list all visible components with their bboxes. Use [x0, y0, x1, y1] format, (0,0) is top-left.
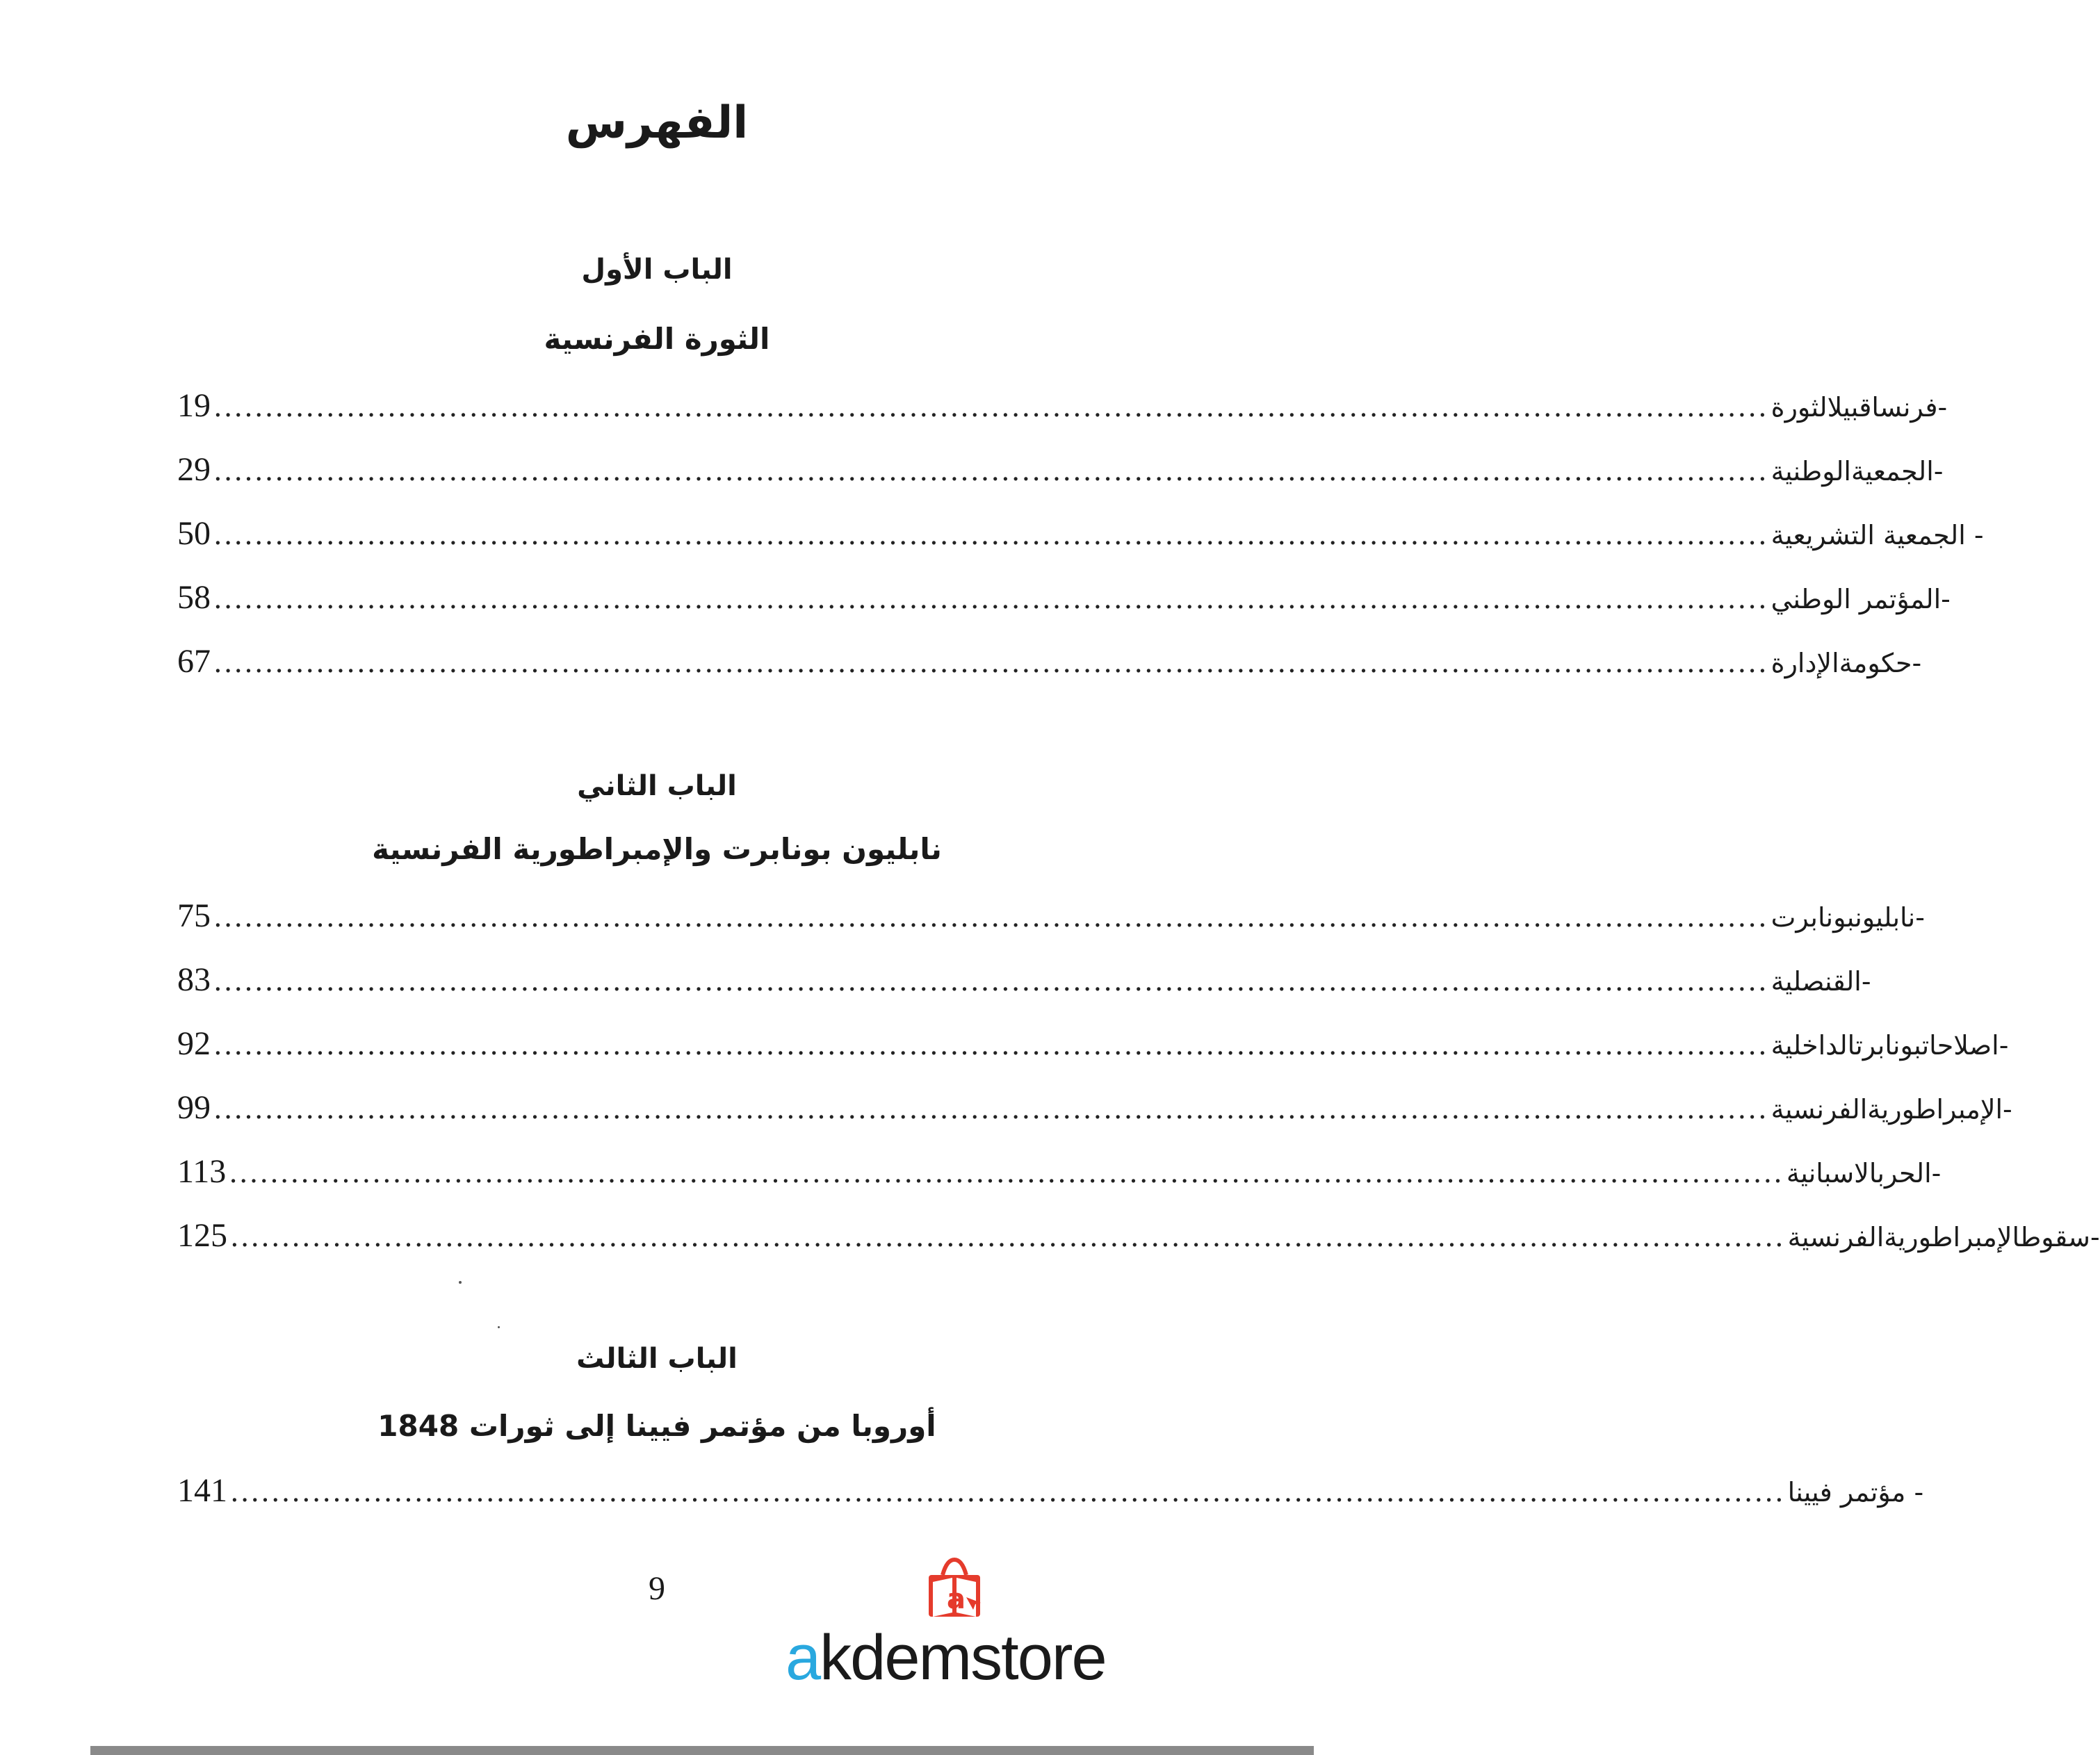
toc-entry[interactable] [177, 386, 1948, 435]
dot-leader: ........................................................................................................................................................ [230, 1476, 1785, 1508]
toc-page-number: 19 [177, 387, 211, 424]
part-2-title: نابليون بونابرت والإمبراطورية الفرنسية [372, 832, 942, 866]
toc-entry[interactable] [177, 1088, 2012, 1137]
toc-entry-title: -فرنساقبيلالثورة [1771, 392, 1948, 423]
toc-entry[interactable] [177, 1471, 1924, 1520]
dot-leader: ........................................................................................................................................................ [213, 1093, 1768, 1125]
svg-text:a: a [947, 1583, 966, 1615]
toc-entry[interactable] [177, 961, 1871, 1009]
toc-page-number: 113 [177, 1153, 227, 1190]
book-a-logo-icon [929, 1560, 981, 1617]
dot-leader: ........................................................................................................................................................ [213, 901, 1768, 933]
toc-entry-title: -سقوطالإمبراطوريةالفرنسية [1787, 1222, 2100, 1252]
toc-entry[interactable] [177, 1152, 1942, 1201]
toc-entry[interactable] [177, 578, 1951, 627]
toc-page-number: 58 [177, 579, 211, 616]
dot-leader: ........................................................................................................................................................ [213, 965, 1768, 997]
dot-leader: ........................................................................................................................................................ [213, 455, 1768, 487]
scan-speck [459, 1281, 462, 1284]
page-title: الفهرس [565, 97, 749, 149]
akdemstore-wordmark: akdemstore [786, 1622, 1106, 1693]
toc-page-number: 83 [177, 961, 211, 998]
toc-entry-title: -اصلاحاتبونابرتالداخلية [1771, 1030, 2009, 1061]
scan-speck [498, 1326, 500, 1328]
toc-page-number: 92 [177, 1025, 211, 1062]
page-number: 9 [649, 1570, 665, 1607]
toc-page-number: 125 [177, 1217, 227, 1254]
dot-leader: ........................................................................................................................................................ [213, 391, 1768, 423]
toc-entry[interactable] [177, 1216, 2100, 1265]
toc-page-number: 75 [177, 897, 211, 934]
part-1-label: الباب الأول [581, 254, 733, 286]
part-3-title: أوروبا من مؤتمر فيينا إلى ثورات 1848 [377, 1409, 936, 1443]
toc-entry-title: -حكومةالإدارة [1771, 648, 1922, 678]
part-2-label: الباب الثاني [577, 770, 737, 802]
toc-page-number: 141 [177, 1472, 227, 1509]
toc-entry-title: -الجمعيةالوطنية [1771, 456, 1944, 487]
toc-entry-title: -الحربالاسبانية [1786, 1158, 1942, 1189]
toc-entry[interactable] [177, 1025, 2009, 1073]
toc-entry-title: -نابليونبونابرت [1771, 902, 1925, 933]
dot-leader: ........................................................................................................................................................ [213, 1029, 1768, 1061]
dot-leader: ........................................................................................................................................................ [230, 1221, 1785, 1253]
dot-leader: ........................................................................................................................................................ [213, 647, 1768, 679]
toc-page-number: 67 [177, 643, 211, 680]
akdemstore-logo [786, 1556, 1161, 1695]
toc-entry[interactable] [177, 642, 1922, 691]
toc-entry-title: -المؤتمر الوطني [1771, 584, 1951, 614]
dot-leader: ........................................................................................................................................................ [213, 583, 1768, 615]
toc-entry-title: - الجمعية التشريعية [1771, 520, 1984, 550]
toc-page-number: 29 [177, 451, 211, 488]
toc-entry[interactable] [177, 514, 1984, 563]
part-3-label: الباب الثالث [576, 1343, 738, 1375]
scan-edge-bar [90, 1746, 1314, 1755]
toc-entry[interactable] [177, 897, 1925, 945]
dot-leader: ........................................................................................................................................................ [213, 519, 1768, 551]
toc-entry-title: -القنصلية [1771, 966, 1871, 997]
toc-entry-title: - مؤتمر فيينا [1787, 1477, 1924, 1508]
dot-leader: ........................................................................................................................................................ [229, 1157, 1784, 1189]
part-1-title: الثورة الفرنسية [544, 322, 770, 356]
toc-page-number: 50 [177, 515, 211, 552]
toc-page-number: 99 [177, 1089, 211, 1126]
toc-entry[interactable] [177, 450, 1944, 499]
toc-entry-title: -الإمبراطوريةالفرنسية [1771, 1094, 2012, 1125]
